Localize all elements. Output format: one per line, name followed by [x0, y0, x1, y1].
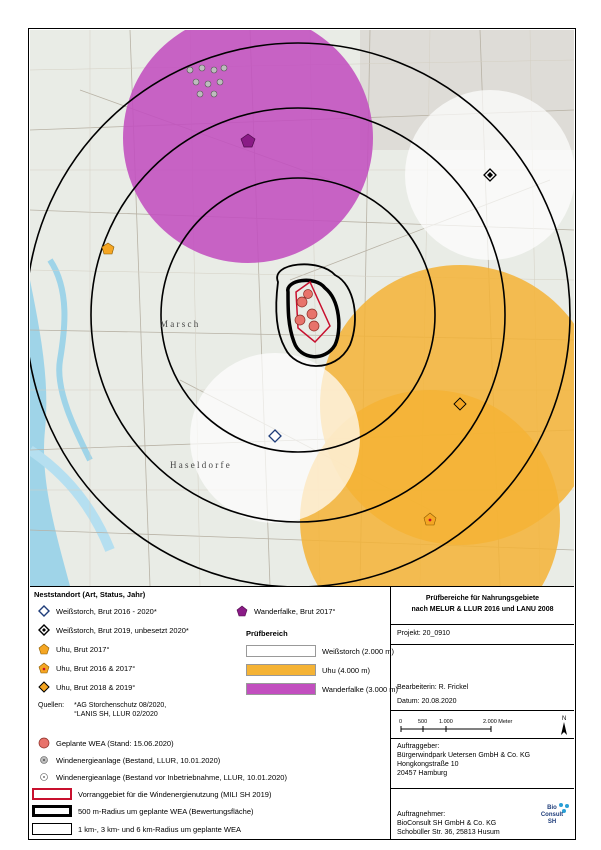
auftragnehmer-box	[391, 789, 574, 839]
existing-wea[interactable]	[205, 81, 211, 87]
radius-km-swatch	[32, 823, 72, 835]
pruefbereich-label: Weißstorch (2.000 m)	[322, 646, 394, 656]
pruefbereich-item	[246, 683, 398, 695]
quellen-label: Quellen:	[38, 702, 65, 709]
pentagon-orange-dot-icon	[38, 662, 50, 674]
existing-wea[interactable]	[221, 65, 227, 71]
uhu-swatch	[246, 664, 316, 676]
existing-wea[interactable]	[217, 79, 223, 85]
uhu-nest-dot	[429, 519, 432, 522]
legend-item-label: Weißstorch, Brut 2016 - 2020*	[56, 606, 157, 616]
scale-box	[391, 711, 574, 739]
scale-label-0: 0	[399, 719, 403, 725]
line-legend-item	[32, 805, 254, 817]
legend-item-label: Weißstorch, Brut 2019, unbesetzt 2020*	[56, 625, 189, 635]
scale-label-1000: 1.000	[439, 719, 453, 725]
logo-text-2: Consult	[540, 812, 564, 818]
pruefbereich-item	[246, 645, 394, 657]
bearbeiterin: Bearbeiterin: R. Frickel	[397, 684, 469, 691]
projekt-number: Projekt: 20_0910	[397, 630, 450, 637]
line-legend-item	[32, 788, 271, 800]
legend-item	[38, 681, 135, 693]
bearbeiter-box	[391, 645, 574, 711]
auftragnehmer-label: Auftragnehmer:	[397, 811, 446, 818]
pruefbereich-title: Prüfbereich	[246, 629, 288, 638]
map-canvas[interactable]	[30, 30, 574, 586]
diamond-black-icon	[38, 624, 50, 636]
legend-item	[236, 605, 336, 617]
existing-wea[interactable]	[199, 65, 205, 71]
legend-item-label: Uhu, Brut 2017°	[56, 644, 110, 654]
wea-legend-label: Windenergieanlage (Bestand vor Inbetriebnahme, LLUR, 10.01.2020)	[56, 772, 287, 782]
logo-text-1: Bio	[547, 805, 557, 811]
vorrang-swatch	[32, 788, 72, 800]
wea-legend-item	[38, 771, 287, 783]
radius-500m-swatch	[32, 805, 72, 817]
planned-wea-icon	[38, 737, 50, 749]
info-panel	[391, 587, 574, 839]
line-legend-label: Vorranggebiet für die Windenergienutzung (MILI SH 2019)	[78, 789, 272, 799]
logo-text-3: SH	[547, 819, 557, 825]
north-arrow-icon	[561, 722, 567, 735]
wea-legend-item	[38, 737, 174, 749]
line-legend-label: 1 km-, 3 km- und 6 km-Radius um geplante WEA	[78, 824, 241, 834]
scale-label-500: 500	[418, 719, 428, 725]
scale-label-2000: 2.000 Meter	[483, 719, 513, 725]
quellen-line-2: °LANIS SH, LLUR 02/2020	[74, 711, 158, 718]
wea-legend-label: Windenergieanlage (Bestand, LLUR, 10.01.2020)	[56, 755, 221, 765]
pruefbereich-item	[246, 664, 370, 676]
existing-wea[interactable]	[187, 67, 193, 73]
existing-wea[interactable]	[197, 91, 203, 97]
projekt-box	[391, 625, 574, 645]
legend-item	[38, 624, 189, 636]
pending-wea-icon	[38, 771, 50, 783]
legend-panel	[30, 587, 399, 839]
auftraggeber-name: Bürgerwindpark Uetersen GmbH & Co. KG	[397, 752, 531, 759]
planned-wea[interactable]	[297, 297, 307, 307]
existing-wea[interactable]	[193, 79, 199, 85]
diamond-blue-icon	[38, 605, 50, 617]
auftraggeber-box	[391, 739, 574, 789]
title-box	[391, 587, 574, 625]
existing-wea[interactable]	[211, 91, 217, 97]
pruefbereich-label: Uhu (4.000 m)	[322, 665, 370, 675]
legend-item	[38, 605, 157, 617]
auftragnehmer-name: BioConsult SH GmbH & Co. KG	[397, 820, 497, 827]
map-label-marsch: M a r s c h	[160, 319, 199, 329]
planned-wea[interactable]	[307, 309, 317, 319]
quellen-line-1: *AG Storchenschutz 08/2020,	[74, 702, 167, 709]
line-legend-label: 500 m-Radius um geplante WEA (Bewertungsfläche)	[78, 806, 254, 816]
diamond-orange-icon	[38, 681, 50, 693]
map-panel[interactable]	[30, 30, 574, 587]
map-label-haseldorf: H a s e l d o r f e	[170, 460, 230, 470]
datum: Datum: 20.08.2020	[397, 698, 457, 705]
storch-swatch	[246, 645, 316, 657]
legend-title: Neststandort (Art, Status, Jahr)	[34, 590, 146, 599]
auftraggeber-label: Auftraggeber:	[397, 743, 440, 750]
planned-wea[interactable]	[304, 290, 313, 299]
existing-wea-icon	[38, 754, 50, 766]
legend-item-label: Uhu, Brut 2016 & 2017°	[56, 663, 136, 673]
planned-wea[interactable]	[309, 321, 319, 331]
map-title-line-1: Prüfbereiche für Nahrungsgebiete	[425, 595, 540, 602]
pruefbereich-label: Wanderfalke (3.000 m)	[322, 684, 399, 694]
legend-item-label: Uhu, Brut 2018 & 2019°	[56, 682, 136, 692]
legend-item-label: Wanderfalke, Brut 2017°	[254, 606, 336, 616]
wanderfalke-swatch	[246, 683, 316, 695]
scale-bar	[391, 711, 574, 739]
logo-dots-icon	[557, 801, 571, 815]
pentagon-orange-icon	[38, 643, 50, 655]
pentagon-purple-icon	[236, 605, 248, 617]
north-label: N	[562, 716, 567, 722]
legend-item	[38, 643, 109, 655]
auftragnehmer-address: Schobüller Str. 36, 25813 Husum	[397, 829, 500, 836]
wea-legend-item	[38, 754, 220, 766]
auftraggeber-street: Hongkongstraße 10	[397, 761, 459, 768]
existing-wea[interactable]	[211, 67, 217, 73]
legend-item	[38, 662, 135, 674]
map-title-line-2: nach MELUR & LLUR 2016 und LANU 2008	[411, 606, 554, 613]
auftraggeber-city: 20457 Hamburg	[397, 770, 448, 777]
planned-wea[interactable]	[295, 315, 305, 325]
line-legend-item	[32, 823, 241, 835]
wea-legend-label: Geplante WEA (Stand: 15.06.2020)	[56, 738, 174, 748]
